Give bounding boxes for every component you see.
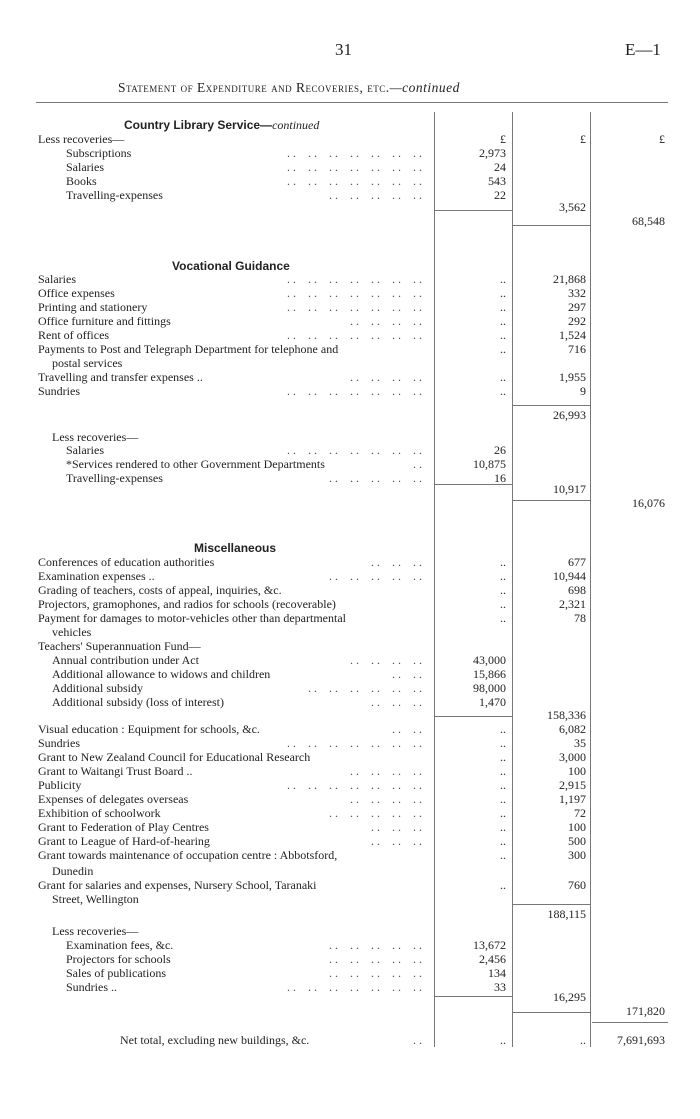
amount-c2: 2,915 — [559, 778, 586, 792]
less-recoveries-label — [0, 132, 700, 147]
amount-c1: .. — [500, 848, 506, 862]
amount-c2: 9 — [580, 384, 586, 398]
row-label: Printing and stationery — [38, 300, 148, 314]
amount-c2: 2,321 — [559, 597, 586, 611]
amount-c2: 1,524 — [559, 328, 586, 342]
row-label: *Services rendered to other Government Departments — [66, 457, 325, 471]
table-row — [0, 667, 700, 682]
row-label: Examination fees, &c. — [66, 938, 174, 952]
less-recoveries-label — [0, 924, 700, 939]
section-title-text: Miscellaneous — [194, 541, 277, 555]
table-row — [0, 611, 700, 626]
table-row — [0, 286, 700, 301]
leader-dots: . . . . . . . . . . . . . . — [287, 300, 422, 314]
table-row — [0, 384, 700, 399]
row-label: Grant to League of Hard-of-hearing — [38, 834, 210, 848]
table-row — [0, 597, 700, 612]
table-row — [0, 625, 700, 640]
amount-c1: .. — [500, 300, 506, 314]
amount-c2: 297 — [568, 300, 586, 314]
grand-total-rule — [592, 1022, 668, 1023]
amount-c3: 16,076 — [632, 496, 665, 510]
amount-c2: 16,295 — [553, 990, 586, 1004]
amount-c1: .. — [500, 792, 506, 806]
amount-c3: 68,548 — [632, 214, 665, 228]
document-code: E—1 — [625, 40, 661, 59]
amount-c1: 13,672 — [473, 938, 506, 952]
amount-c1: 10,875 — [473, 457, 506, 471]
table-row — [0, 328, 700, 343]
row-label: Office furniture and fittings — [38, 314, 171, 328]
row-label: Additional subsidy — [52, 681, 144, 695]
table-row — [0, 174, 700, 189]
leader-dots: . . . . . . . . . . . . . . — [287, 286, 422, 300]
amount-c2: 300 — [568, 848, 586, 862]
row-label: Expenses of delegates overseas — [38, 792, 189, 806]
amount-c2: 292 — [568, 314, 586, 328]
net-total-row — [0, 1033, 700, 1048]
amount-c1: .. — [500, 384, 506, 398]
leader-dots: . . . . . . . . . . . . . . — [287, 272, 422, 286]
amount-c1: .. — [500, 569, 506, 583]
amount-c1: .. — [500, 342, 506, 356]
row-label: Salaries — [38, 272, 76, 286]
leader-dots: . . . . . . . . . . — [329, 569, 422, 583]
table-row — [0, 300, 700, 315]
table-row — [0, 820, 700, 835]
leader-dots: . . . . . . — [371, 695, 422, 709]
table-row — [0, 892, 700, 907]
table-row — [0, 938, 700, 953]
table-row — [0, 681, 700, 696]
table-row — [0, 583, 700, 598]
amount-c1: .. — [500, 314, 506, 328]
amount-c2: 500 — [568, 834, 586, 848]
row-label: Less recoveries— — [38, 132, 125, 146]
amount-c2: 21,868 — [553, 272, 586, 286]
leader-dots: . . . . — [392, 667, 422, 681]
amount-c1: .. — [500, 722, 506, 736]
row-label: Publicity — [38, 778, 82, 792]
section-title-continued: continued — [272, 118, 320, 132]
table-row — [0, 653, 700, 668]
row-label: Subscriptions — [66, 146, 132, 160]
amount-c1: .. — [500, 736, 506, 750]
amount-c2: 698 — [568, 583, 586, 597]
row-label: Payment for damages to motor-vehicles other than departmental — [38, 611, 346, 625]
amount-c1: 98,000 — [473, 681, 506, 695]
table-row — [0, 907, 700, 922]
table-row — [0, 569, 700, 584]
amount-c2: 35 — [574, 736, 586, 750]
row-label: Projectors for schools — [66, 952, 171, 966]
row-label: Projectors, gramophones, and radios for schools (recoverable) — [38, 597, 336, 611]
row-label: Sales of publications — [66, 966, 166, 980]
amount-c2: 72 — [574, 806, 586, 820]
table-row — [0, 708, 700, 723]
total-rule — [513, 904, 590, 905]
leader-dots: . . . . . . . . . . . . — [308, 681, 422, 695]
table-row — [0, 356, 700, 371]
leader-dots: . . . . . . . . — [350, 764, 422, 778]
amount-c1: 1,470 — [479, 695, 506, 709]
leader-dots: . . . . — [392, 722, 422, 736]
row-label: Grant towards maintenance of occupation centre : Abbotsford, — [38, 848, 338, 862]
leader-dots: . . . . . . . . . . . . . . — [287, 146, 422, 160]
table-row — [0, 806, 700, 821]
table-row — [0, 314, 700, 329]
section-title-text: Vocational Guidance — [172, 259, 290, 273]
section-title-text: Country Library Service— — [124, 118, 273, 132]
table-row — [0, 272, 700, 287]
leader-dots: . . — [413, 457, 422, 471]
row-label: postal services — [52, 356, 123, 370]
leader-dots: . . . . . . — [371, 834, 422, 848]
row-label: Teachers' Superannuation Fund— — [38, 639, 201, 653]
amount-c1: 543 — [488, 174, 506, 188]
amount-c2: 760 — [568, 878, 586, 892]
row-label: Travelling-expenses — [66, 188, 163, 202]
row-label: Conferences of education authorities — [38, 555, 215, 569]
row-label: Less recoveries— — [52, 924, 139, 938]
amount-c1: .. — [500, 328, 506, 342]
table-row — [0, 864, 700, 879]
amount-c1: .. — [500, 611, 506, 625]
leader-dots: . . . . . . . . . . . . . . — [287, 384, 422, 398]
amount-c1: .. — [500, 764, 506, 778]
row-label: Rent of offices — [38, 328, 110, 342]
amount-c1: .. — [500, 583, 506, 597]
amount-c1: .. — [500, 778, 506, 792]
leader-dots: . . . . . . . . . . . . . . — [287, 443, 422, 457]
amount-c1: 24 — [494, 160, 506, 174]
leader-dots: . . . . . . . . — [350, 792, 422, 806]
amount-c1: .. — [500, 806, 506, 820]
table-row — [0, 990, 700, 1005]
leader-dots: . . . . . . . . — [350, 314, 422, 328]
amount-c3: 171,820 — [626, 1004, 665, 1018]
table-row — [0, 443, 700, 458]
row-label: vehicles — [52, 625, 92, 639]
row-label: Exhibition of schoolwork — [38, 806, 161, 820]
amount-c1: .. — [500, 286, 506, 300]
table-row — [0, 834, 700, 849]
table-row — [0, 878, 700, 893]
amount-c2: 10,917 — [553, 482, 586, 496]
amount-c1: 16 — [494, 471, 506, 485]
leader-dots: . . . . . . — [371, 555, 422, 569]
leader-dots: . . . . . . . . . . — [329, 471, 422, 485]
row-label: Grant to Federation of Play Centres — [38, 820, 209, 834]
section-title-country-library — [124, 118, 319, 133]
title-main: Statement of Expenditure and Recoveries, etc. — [118, 80, 390, 95]
leader-dots: . . . . . . . . . . . . . . — [287, 736, 422, 750]
table-row — [0, 736, 700, 751]
row-label: Office expenses — [38, 286, 115, 300]
table-row — [0, 778, 700, 793]
row-label: Salaries — [66, 160, 104, 174]
amount-c1: .. — [500, 597, 506, 611]
amount-c2: 677 — [568, 555, 586, 569]
table-row — [0, 848, 700, 863]
row-label: Salaries — [66, 443, 104, 457]
currency-symbol: £ — [580, 132, 586, 146]
amount-c1: 22 — [494, 188, 506, 202]
table-row — [0, 408, 700, 423]
amount-c2: 158,336 — [547, 708, 586, 722]
amount-c2: 3,562 — [559, 200, 586, 214]
row-label: Travelling-expenses — [66, 471, 163, 485]
leader-dots: . . . . . . . . . . — [329, 952, 422, 966]
currency-symbol: £ — [659, 132, 665, 146]
amount-c2: 1,197 — [559, 792, 586, 806]
row-label: Examination expenses .. — [38, 569, 155, 583]
table-row — [0, 639, 700, 654]
amount-c2: 78 — [574, 611, 586, 625]
table-row — [0, 342, 700, 357]
table-row — [0, 370, 700, 385]
leader-dots: . . . . . . . . . . — [329, 966, 422, 980]
leader-dots: . . . . . . . . . . . . . . — [287, 328, 422, 342]
amount-c1: 26 — [494, 443, 506, 457]
amount-c1: 134 — [488, 966, 506, 980]
row-label: Sundries — [38, 384, 80, 398]
row-label: Grant for salaries and expenses, Nursery School, Taranaki — [38, 878, 317, 892]
leader-dots: . . . . . . . . — [350, 653, 422, 667]
amount-c1: .. — [500, 834, 506, 848]
title-continued: —continued — [389, 80, 460, 95]
table-row — [0, 1004, 700, 1019]
row-label: Additional subsidy (loss of interest) — [52, 695, 224, 709]
amount-c2: 1,955 — [559, 370, 586, 384]
page-title — [118, 80, 460, 96]
header-rule — [36, 102, 668, 103]
amount-c1: 2,456 — [479, 952, 506, 966]
table-row — [0, 555, 700, 570]
total-rule — [513, 405, 590, 406]
amount-c1: .. — [500, 820, 506, 834]
table-row — [0, 482, 700, 497]
table-row — [0, 952, 700, 967]
amount-c1: 43,000 — [473, 653, 506, 667]
amount-c2: 26,993 — [553, 408, 586, 422]
amount-c2: 332 — [568, 286, 586, 300]
amount-c1: .. — [500, 750, 506, 764]
leader-dots: . . . . . . . . . . . . . . — [287, 980, 422, 994]
amount-c1: .. — [500, 272, 506, 286]
amount-c3: 7,691,693 — [617, 1033, 665, 1047]
table-row — [0, 146, 700, 161]
table-row — [0, 750, 700, 765]
page-number: 31 — [335, 40, 352, 59]
table-row — [0, 200, 700, 215]
row-label: Dunedin — [52, 864, 94, 878]
row-label: Grant to Waitangi Trust Board .. — [38, 764, 193, 778]
section-title-vocational — [172, 259, 290, 273]
amount-c1: 15,866 — [473, 667, 506, 681]
row-label: Less recoveries— — [52, 430, 139, 444]
row-label: Sundries — [38, 736, 80, 750]
amount-c1: .. — [500, 878, 506, 892]
leader-dots: . . . . . . — [371, 820, 422, 834]
amount-c2: 3,000 — [559, 750, 586, 764]
leader-dots: . . . . . . . . . . — [329, 806, 422, 820]
table-row — [0, 722, 700, 737]
amount-c1: .. — [500, 555, 506, 569]
leader-dots: . . . . . . . . . . — [329, 938, 422, 952]
amount-c1: 33 — [494, 980, 506, 994]
table-row — [0, 792, 700, 807]
table-row — [0, 160, 700, 175]
table-row — [0, 214, 700, 229]
leader-dots: . . . . . . . . . . . . . . — [287, 778, 422, 792]
leader-dots: . . . . . . . . — [350, 370, 422, 384]
table-row — [0, 966, 700, 981]
amount-c2: 6,082 — [559, 722, 586, 736]
leader-dots: . . . . . . . . . . . . . . — [287, 160, 422, 174]
row-label: Street, Wellington — [52, 892, 139, 906]
row-label: Additional allowance to widows and children — [52, 667, 271, 681]
row-label: Grading of teachers, costs of appeal, inquiries, &c. — [38, 583, 282, 597]
row-label: Payments to Post and Telegraph Department for telephone and — [38, 342, 339, 356]
amount-c2: 10,944 — [553, 569, 586, 583]
section-title-miscellaneous — [194, 541, 276, 555]
table-row — [0, 764, 700, 779]
currency-symbol: £ — [500, 132, 506, 146]
amount-c2: 188,115 — [547, 907, 586, 921]
amount-c2: .. — [580, 1033, 586, 1047]
amount-c2: 716 — [568, 342, 586, 356]
leader-dots: . . . . . . . . . . . . . . — [287, 174, 422, 188]
row-label: Annual contribution under Act — [52, 653, 199, 667]
row-label: Books — [66, 174, 97, 188]
row-label: Grant to New Zealand Council for Educational Research — [38, 750, 311, 764]
amount-c2: 100 — [568, 820, 586, 834]
amount-c1: .. — [500, 1033, 506, 1047]
row-label: Sundries .. — [66, 980, 117, 994]
table-row — [0, 457, 700, 472]
amount-c1: 2,973 — [479, 146, 506, 160]
row-label: Visual education : Equipment for schools, &c. — [38, 722, 260, 736]
leader-dots: . . — [413, 1033, 422, 1047]
amount-c2: 100 — [568, 764, 586, 778]
table-row — [0, 496, 700, 511]
row-label: Travelling and transfer expenses .. — [38, 370, 203, 384]
leader-dots: . . . . . . . . . . — [329, 188, 422, 202]
amount-c1: .. — [500, 370, 506, 384]
row-label: Net total, excluding new buildings, &c. — [120, 1033, 310, 1047]
